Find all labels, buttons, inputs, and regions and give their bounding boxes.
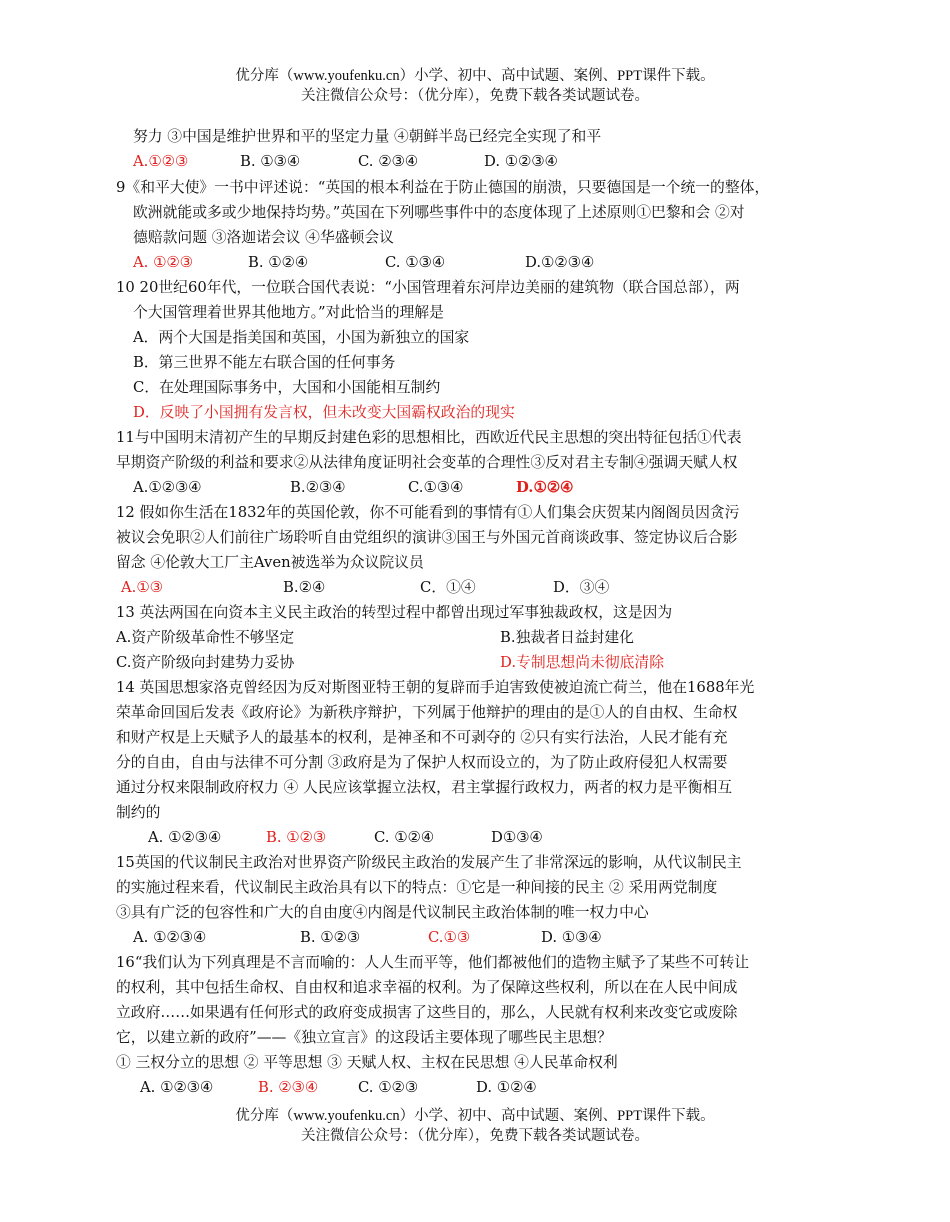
q9-option-a: A. ①②③ [133,254,193,271]
q11-option-c: C.①③④ [408,479,464,496]
q16-line-2: 的权利，其中包括生命权、自由权和追求幸福的权利。为了保障这些权利，所以在在人民中间成 [116,979,738,996]
q14-option-a: A. ①②③④ [148,829,222,846]
q16-line-4: 它，以建立新的政府”——《独立宣言》的这段话主要体现了哪些民主思想？ [116,1029,612,1046]
q12-option-c: C．①④ [420,579,476,596]
q15-option-c: C.①③ [428,929,471,946]
q8-option-b: B. ①③④ [240,153,301,170]
q11-line-2: 早期资产阶级的利益和要求②从法律角度证明社会变革的合理性③反对君主专制④强调天赋人权 [116,454,738,471]
q14-option-c: C. ①②④ [374,829,434,846]
q8-option-d: D. ①②③④ [484,153,558,170]
q10-option-d: D．反映了小国拥有发言权，但未改变大国霸权政治的现实 [133,404,515,421]
q10-line-2: 个大国管理着世界其他地方。”对此恰当的理解是 [133,304,444,321]
q16-line-1: 16“我们认为下列真理是不言而喻的：人人生而平等，他们都被他们的造物主赋予了某些不可转让 [116,954,750,971]
q9-line-3: 德赔款问题 ③洛迦诺会议 ④华盛顿会议 [133,229,394,246]
q9-line-2: 欧洲就能或多或少地保持均势。”英国在下列哪些事件中的态度体现了上述原则①巴黎和会 ②对 [133,204,745,221]
q10-option-c: C．在处理国际事务中，大国和小国能相互制约 [133,379,441,396]
q9-line-1: 9《和平大使》一书中评述说：“英国的根本利益在于防止德国的崩溃，只要德国是一个统一的整体， [116,179,770,196]
q11-option-b: B.②③④ [290,479,346,496]
q14-line-4: 分的自由，自由与法律不可分割 ③政府是为了保护人权而设立的，为了防止政府侵犯人权需要 [116,754,728,771]
q11-option-d: D.①②④ [516,479,574,496]
q11-option-a: A.①②③④ [133,479,202,496]
q14-option-b: B. ①②③ [266,829,327,846]
q11-line-1: 11与中国明末清初产生的早期反封建色彩的思想相比，西欧近代民主思想的突出特征包括①代表 [116,429,742,446]
q14-line-1: 14 英国思想家洛克曾经因为反对斯图亚特王朝的复辟而手迫害致使被迫流亡荷兰，他在1688年光 [116,679,755,696]
q15-line-1: 15英国的代议制民主政治对世界资产阶级民主政治的发展产生了非常深远的影响，从代议制民主 [116,854,742,871]
q15-option-b: B. ①②③ [300,929,361,946]
q13-option-b: B.独裁者日益封建化 [500,629,634,646]
header-line-1: 优分库（www.youfenku.cn）小学、初中、高中试题、案例、PPT课件下载。 [235,68,715,84]
q9-option-c: C. ①③④ [385,254,445,271]
q10-option-b: B．第三世界不能左右联合国的任何事务 [133,354,396,371]
footer-line-2: 关注微信公众号：（优分库），免费下载各类试题试卷。 [301,1128,649,1144]
q14-line-3: 和财产权是上天赋予人的最基本的权利，是神圣和不可剥夺的 ②只有实行法治，人民才能有充 [116,729,728,746]
q9-option-d: D.①②③④ [525,254,595,271]
q8-option-c: C. ②③④ [358,153,418,170]
q9-option-b: B. ①②④ [248,254,309,271]
q12-option-a: A.①③ [121,579,163,596]
q12-line-2: 被议会免职②人们前往广场聆听自由党组织的演讲③国王与外国元首商谈政事、签定协议后合影 [116,529,738,546]
q8-option-a: A.①②③ [133,153,189,170]
q14-line-6: 制约的 [116,804,161,821]
q16-option-a: A. ①②③④ [140,1079,214,1096]
q15-line-2: 的实施过程来看，代议制民主政治具有以下的特点：①它是一种间接的民主 ② 采用两党制度 [116,879,718,896]
q16-option-b: B. ②③④ [258,1079,319,1096]
q10-line-1: 10 20世纪60年代，一位联合国代表说：“小国管理着东河岸边美丽的建筑物（联合国总部），两 [116,279,740,296]
q12-option-d: D．③④ [553,579,610,596]
q13-option-d: D.专制思想尚未彻底清除 [500,654,665,671]
q10-option-a: A．两个大国是指美国和英国，小国为新独立的国家 [133,329,470,346]
q13-line-1: 13 英法两国在向资本主义民主政治的转型过程中都曾出现过军事独裁政权，这是因为 [116,604,673,621]
q14-line-2: 荣革命回国后发表《政府论》为新秩序辩护，下列属于他辩护的理由的是①人的自由权、生命权 [116,704,738,721]
q12-line-1: 12 假如你生活在1832年的英国伦敦，你不可能看到的事情有①人们集会庆贺某内阁阁员因贪污 [116,504,740,521]
q13-option-a: A.资产阶级革命性不够坚定 [116,629,295,646]
q14-line-5: 通过分权来限制政府权力 ④ 人民应该掌握立法权，君主掌握行政权力，两者的权力是平衡相互 [116,779,733,796]
q14-option-d: D①③④ [491,829,543,846]
q16-option-d: D. ①②④ [476,1079,537,1096]
q13-option-c: C.资产阶级向封建势力妥协 [116,654,295,671]
q12-line-3: 留念 ④伦敦大工厂主Aven被选举为众议院议员 [116,554,424,571]
q15-line-3: ③具有广泛的包容性和广大的自由度④内阁是代议制民主政治体制的唯一权力中心 [116,904,649,921]
footer-line-1: 优分库（www.youfenku.cn）小学、初中、高中试题、案例、PPT课件下载。 [235,1108,715,1124]
q8-continuation: 努力 ③中国是维护世界和平的坚定力量 ④朝鲜半岛已经完全实现了和平 [133,128,602,145]
q15-option-d: D. ①③④ [541,929,602,946]
header-line-2: 关注微信公众号：（优分库），免费下载各类试题试卷。 [301,88,649,104]
q12-option-b: B.②④ [283,579,326,596]
q15-option-a: A. ①②③④ [133,929,207,946]
q16-line-3: 立政府……如果遇有任何形式的政府变成损害了这些目的，那么，人民就有权利来改变它或废除 [116,1004,738,1021]
q16-option-c: C. ①②③ [358,1079,418,1096]
q16-line-5: ① 三权分立的思想 ② 平等思想 ③ 天赋人权、主权在民思想 ④人民革命权利 [116,1054,618,1071]
